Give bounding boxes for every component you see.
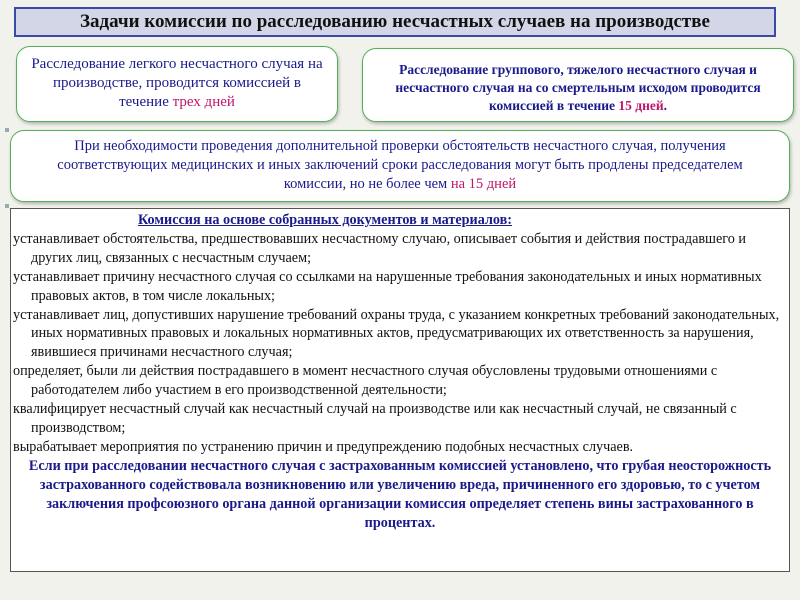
commission-duties-box <box>10 208 790 572</box>
light-accident-text: Расследование легкого несчастного случая на производстве, проводится комиссией в течение <box>31 56 323 110</box>
duty-item: устанавливает обстоятельства, предшествовавших несчастному случаю, описывает события и действия пострадавшего и других лиц, связанных с несчастным случаем; <box>13 230 746 266</box>
extension-box <box>10 130 790 202</box>
decorative-dot <box>5 204 9 208</box>
group-accident-end: . <box>663 98 668 113</box>
duty-item: определяет, были ли действия пострадавшего в момент несчастного случая обусловлены трудовыми отношениями с работодателем либо участием в его производственной деятельности; <box>13 363 718 399</box>
group-accident-text: Расследование группового, тяжелого несчастного случая и несчастного случая на со смертельным исходом проводится комиссией в течение <box>395 62 761 113</box>
duty-item: устанавливает лиц, допустивших нарушение требований охраны труда, с указанием конкретных требований законодательных, иных нормативных правовых и локальных нормативных актов, предусматривающих их ответственность за нарушения, явившиеся причинами несчастного случая; <box>13 306 780 361</box>
guilt-degree-note: Если при расследовании несчастного случая с застрахованным комиссией установлено, что грубая неосторожность застрахованного содействовала возникновению или увеличению вреда, причиненного его здоровью, то с учетом заключения профсоюзного органа данной организации комиссия определяет степень вины застрахованного в процентах. <box>28 457 772 531</box>
decorative-dot <box>5 128 9 132</box>
slide-title-text: Задачи комиссии по расследованию несчастных случаев на производстве <box>80 11 710 32</box>
group-accident-deadline: 15 дней <box>618 98 664 113</box>
extension-deadline: на 15 дней <box>450 176 517 192</box>
light-accident-box <box>16 46 338 122</box>
light-accident-deadline: трех дней <box>172 94 235 110</box>
duty-item: квалифицирует несчастный случай как несчастный случай на производстве или как несчастный случай, не связанный с производством; <box>13 401 737 436</box>
group-accident-box <box>362 48 794 122</box>
extension-text: При необходимости проведения дополнительной проверки обстоятельств несчастного случая, получения соответствующих медицинских и иных заключений сроки расследования могут быть продлены председателем комиссии, но не более чем <box>57 138 743 192</box>
commission-duties-heading: Комиссия на основе собранных документов и материалов: <box>137 212 513 228</box>
duty-item: устанавливает причину несчастного случая со ссылками на нарушенные требования законодательных и иных нормативных правовых актов, в том числе локальных; <box>13 268 762 304</box>
duty-item: вырабатывает мероприятия по устранению причин и предупреждению подобных несчастных случаев. <box>13 438 634 455</box>
slide-title <box>14 7 776 37</box>
